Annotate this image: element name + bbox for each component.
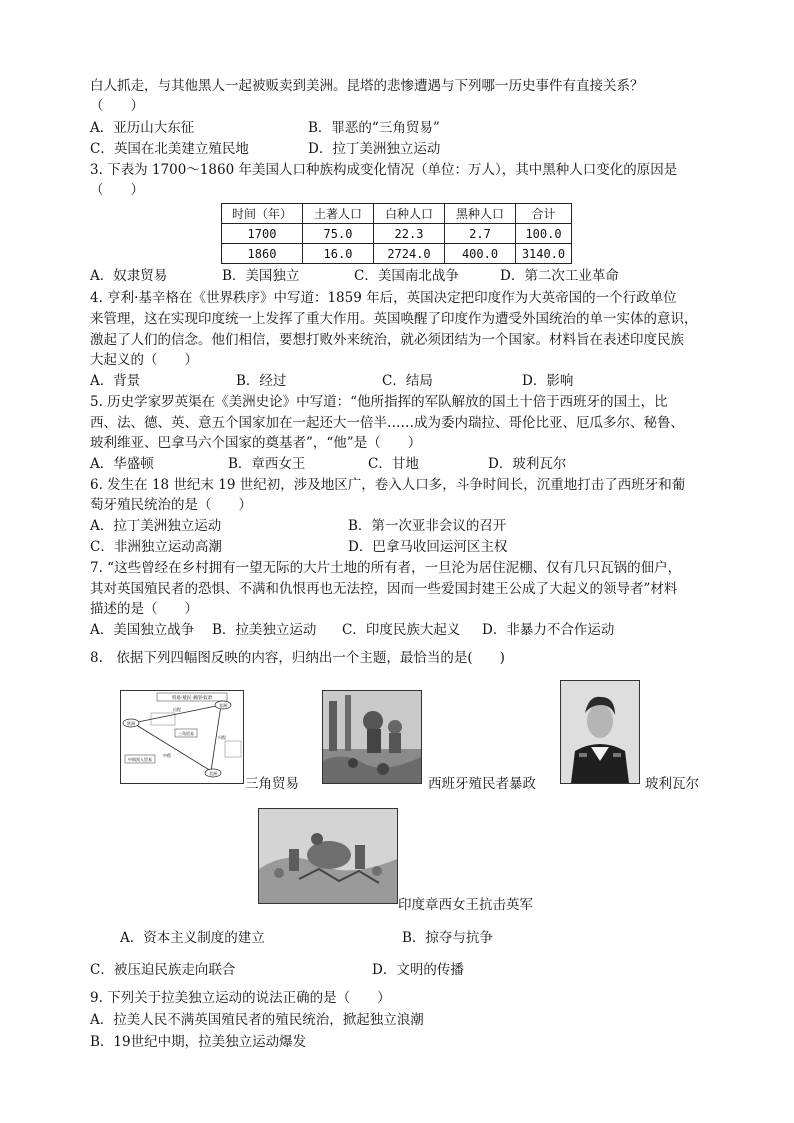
q7-option-a[interactable]: A．美国独立战争 <box>90 622 195 638</box>
q6-option-b[interactable]: B．第一次亚非会议的召开 <box>348 518 507 534</box>
table-header: 黑种人口 <box>445 204 516 224</box>
caption-rani-of-jhansi: 印度章西女王抗击英军 <box>398 897 533 913</box>
table-cell: 2724.0 <box>374 244 445 264</box>
q5-stem-line1: 5. 历史学家罗英渠在《美洲史论》中写道：“他所指挥的军队解放的国土十倍于西班牙的国土，比 <box>90 394 668 410</box>
q7-stem-line3: 描述的是（ ） <box>90 601 198 617</box>
table-header: 白种人口 <box>374 204 445 224</box>
diagram-return-label: 归程 <box>218 735 226 740</box>
q4-stem-line3: 激起了人们的信念。他们相信，要想打败外来统治，就必须团结为一个国家。材料旨在表述印度民族 <box>90 332 684 348</box>
table-cell: 1700 <box>222 224 303 244</box>
q8-option-a[interactable]: A．资本主义制度的建立 <box>120 930 265 946</box>
q4-stem-line2: 来管理，这在实现印度统一上发挥了重大作用。英国唤醒了印度作为遭受外国统治的单一实体的意识， <box>90 311 698 327</box>
q7-stem-line1: 7. “这些曾经在乡村拥有一望无际的大片土地的所有者，一旦沦为居住泥棚、仅有几只瓦锅的佃户， <box>90 560 682 576</box>
q4-option-a[interactable]: A．背景 <box>90 373 141 389</box>
q4-option-b[interactable]: B．经过 <box>236 373 287 389</box>
q2-option-a[interactable]: A．亚历山大东征 <box>90 120 195 136</box>
q3-option-b[interactable]: B．美国独立 <box>222 268 300 284</box>
q5-option-b[interactable]: B．章西女王 <box>228 456 306 472</box>
q5-option-a[interactable]: A．华盛顿 <box>90 456 154 472</box>
q6-option-a[interactable]: A．拉丁美洲独立运动 <box>90 518 222 534</box>
table-row <box>222 244 572 264</box>
caption-bolivar: 玻利瓦尔 <box>645 776 699 792</box>
q7-option-b[interactable]: B．拉美独立运动 <box>212 622 317 638</box>
q8-stem: 8. 依据下列四幅图反映的内容，归纳出一个主题，最恰当的是( ) <box>90 650 505 666</box>
diagram-europe-label: 欧洲 <box>127 721 135 726</box>
triangular-trade-diagram <box>120 690 244 784</box>
q2-stem: 白人抓走，与其他黑人一起被贩卖到美洲。昆塔的悲惨遭遇与下列哪一历史事件有直接关系？ <box>90 78 644 94</box>
bolivar-portrait-illustration <box>561 681 639 783</box>
diagram-top-label: 贸易·殖民·剥削·奴隶 <box>171 696 213 701</box>
table-cell: 16.0 <box>303 244 374 264</box>
table-cell: 100.0 <box>516 224 572 244</box>
q9-stem: 9. 下列关于拉美独立运动的说法正确的是（ ） <box>90 990 391 1006</box>
table-header-row <box>222 204 572 224</box>
q7-option-d[interactable]: D．非暴力不合作运动 <box>482 622 615 638</box>
diagram-center-label: 三角贸易 <box>178 731 194 736</box>
q9-option-b[interactable]: B．19世纪中期，拉美独立运动爆发 <box>90 1034 307 1050</box>
q3-option-c[interactable]: C．美国南北战争 <box>354 268 459 284</box>
q4-stem-line4: 大起义的（ ） <box>90 352 198 368</box>
spanish-tyranny-illustration <box>323 691 421 783</box>
q4-option-d[interactable]: D．影响 <box>522 373 574 389</box>
table-header: 时间（年） <box>222 204 303 224</box>
q3-paren: （ ） <box>90 182 144 198</box>
q3-stem: 3. 下表为 1700～1860 年美国人口种族构成变化情况（单位：万人），其中黑种人口变化的原因是 <box>90 162 678 178</box>
q6-stem-line1: 6. 发生在 18 世纪末 19 世纪初，涉及地区广，卷入人口多，斗争时间长，沉重地打击了西班牙和葡 <box>90 477 686 493</box>
q2-paren: （ ） <box>90 98 144 114</box>
table-cell: 2.7 <box>445 224 516 244</box>
q6-option-c[interactable]: C．非洲独立运动高潮 <box>90 539 222 555</box>
q2-option-d[interactable]: D．拉丁美洲独立运动 <box>308 141 441 157</box>
bolivar-portrait <box>560 680 640 784</box>
table-cell: 3140.0 <box>516 244 572 264</box>
q5-stem-line3: 玻利维亚、巴拿马六个国家的奠基者”，“他”是（ ） <box>90 435 422 451</box>
q4-stem-line1: 4. 亨利·基辛格在《世界秩序》中写道：1859 年后，英国决定把印度作为大英帝国的一个行政单位 <box>90 290 677 306</box>
population-table <box>221 203 572 264</box>
caption-triangular-trade: 三角贸易 <box>245 776 299 792</box>
rani-of-jhansi-image <box>258 808 398 904</box>
q5-option-d[interactable]: D．玻利瓦尔 <box>488 456 567 472</box>
caption-spanish-tyranny: 西班牙殖民者暴政 <box>428 776 536 792</box>
table-row <box>222 224 572 244</box>
q5-option-c[interactable]: C．甘地 <box>368 456 419 472</box>
q4-option-c[interactable]: C．结局 <box>382 373 433 389</box>
diagram-note-label: 中间黑人贸易 <box>128 757 152 762</box>
q6-stem-line2: 萄牙殖民统治的是（ ） <box>90 497 252 513</box>
q7-option-c[interactable]: C．印度民族大起义 <box>342 622 461 638</box>
diagram-america-label: 美洲 <box>209 771 217 776</box>
triangular-trade-svg <box>121 691 243 783</box>
table-header: 土著人口 <box>303 204 374 224</box>
spanish-tyranny-image <box>322 690 422 784</box>
q5-stem-line2: 西、法、德、英、意五个国家加在一起还大一倍半……成为委内瑞拉、哥伦比亚、厄瓜多尔、秘鲁、 <box>90 415 684 431</box>
q8-option-b[interactable]: B．掠夺与抗争 <box>402 930 493 946</box>
diagram-middle-label: 中程 <box>163 753 171 758</box>
q8-option-d[interactable]: D．文明的传播 <box>372 962 464 978</box>
q6-option-d[interactable]: D．巴拿马收回运河区主权 <box>348 539 508 555</box>
q3-option-d[interactable]: D．第二次工业革命 <box>500 268 619 284</box>
q2-option-b[interactable]: B．罪恶的“三角贸易” <box>308 120 440 136</box>
q2-option-c[interactable]: C．英国在北美建立殖民地 <box>90 141 249 157</box>
q8-option-c[interactable]: C．被压迫民族走向联合 <box>90 962 236 978</box>
q3-option-a[interactable]: A．奴隶贸易 <box>90 268 168 284</box>
rani-of-jhansi-illustration <box>259 809 397 903</box>
table-header: 合计 <box>516 204 572 224</box>
q9-option-a[interactable]: A．拉美人民不满英国殖民者的殖民统治，掀起独立浪潮 <box>90 1012 424 1028</box>
diagram-africa-label: 非洲 <box>219 703 227 708</box>
table-cell: 22.3 <box>374 224 445 244</box>
q7-stem-line2: 其对英国殖民者的恐惧、不满和仇恨再也无法控，因而一些爱国封建王公成了大起义的领导者”材料 <box>90 581 678 597</box>
table-cell: 75.0 <box>303 224 374 244</box>
diagram-outbound-label: 出程 <box>173 707 181 712</box>
table-cell: 400.0 <box>445 244 516 264</box>
table-cell: 1860 <box>222 244 303 264</box>
